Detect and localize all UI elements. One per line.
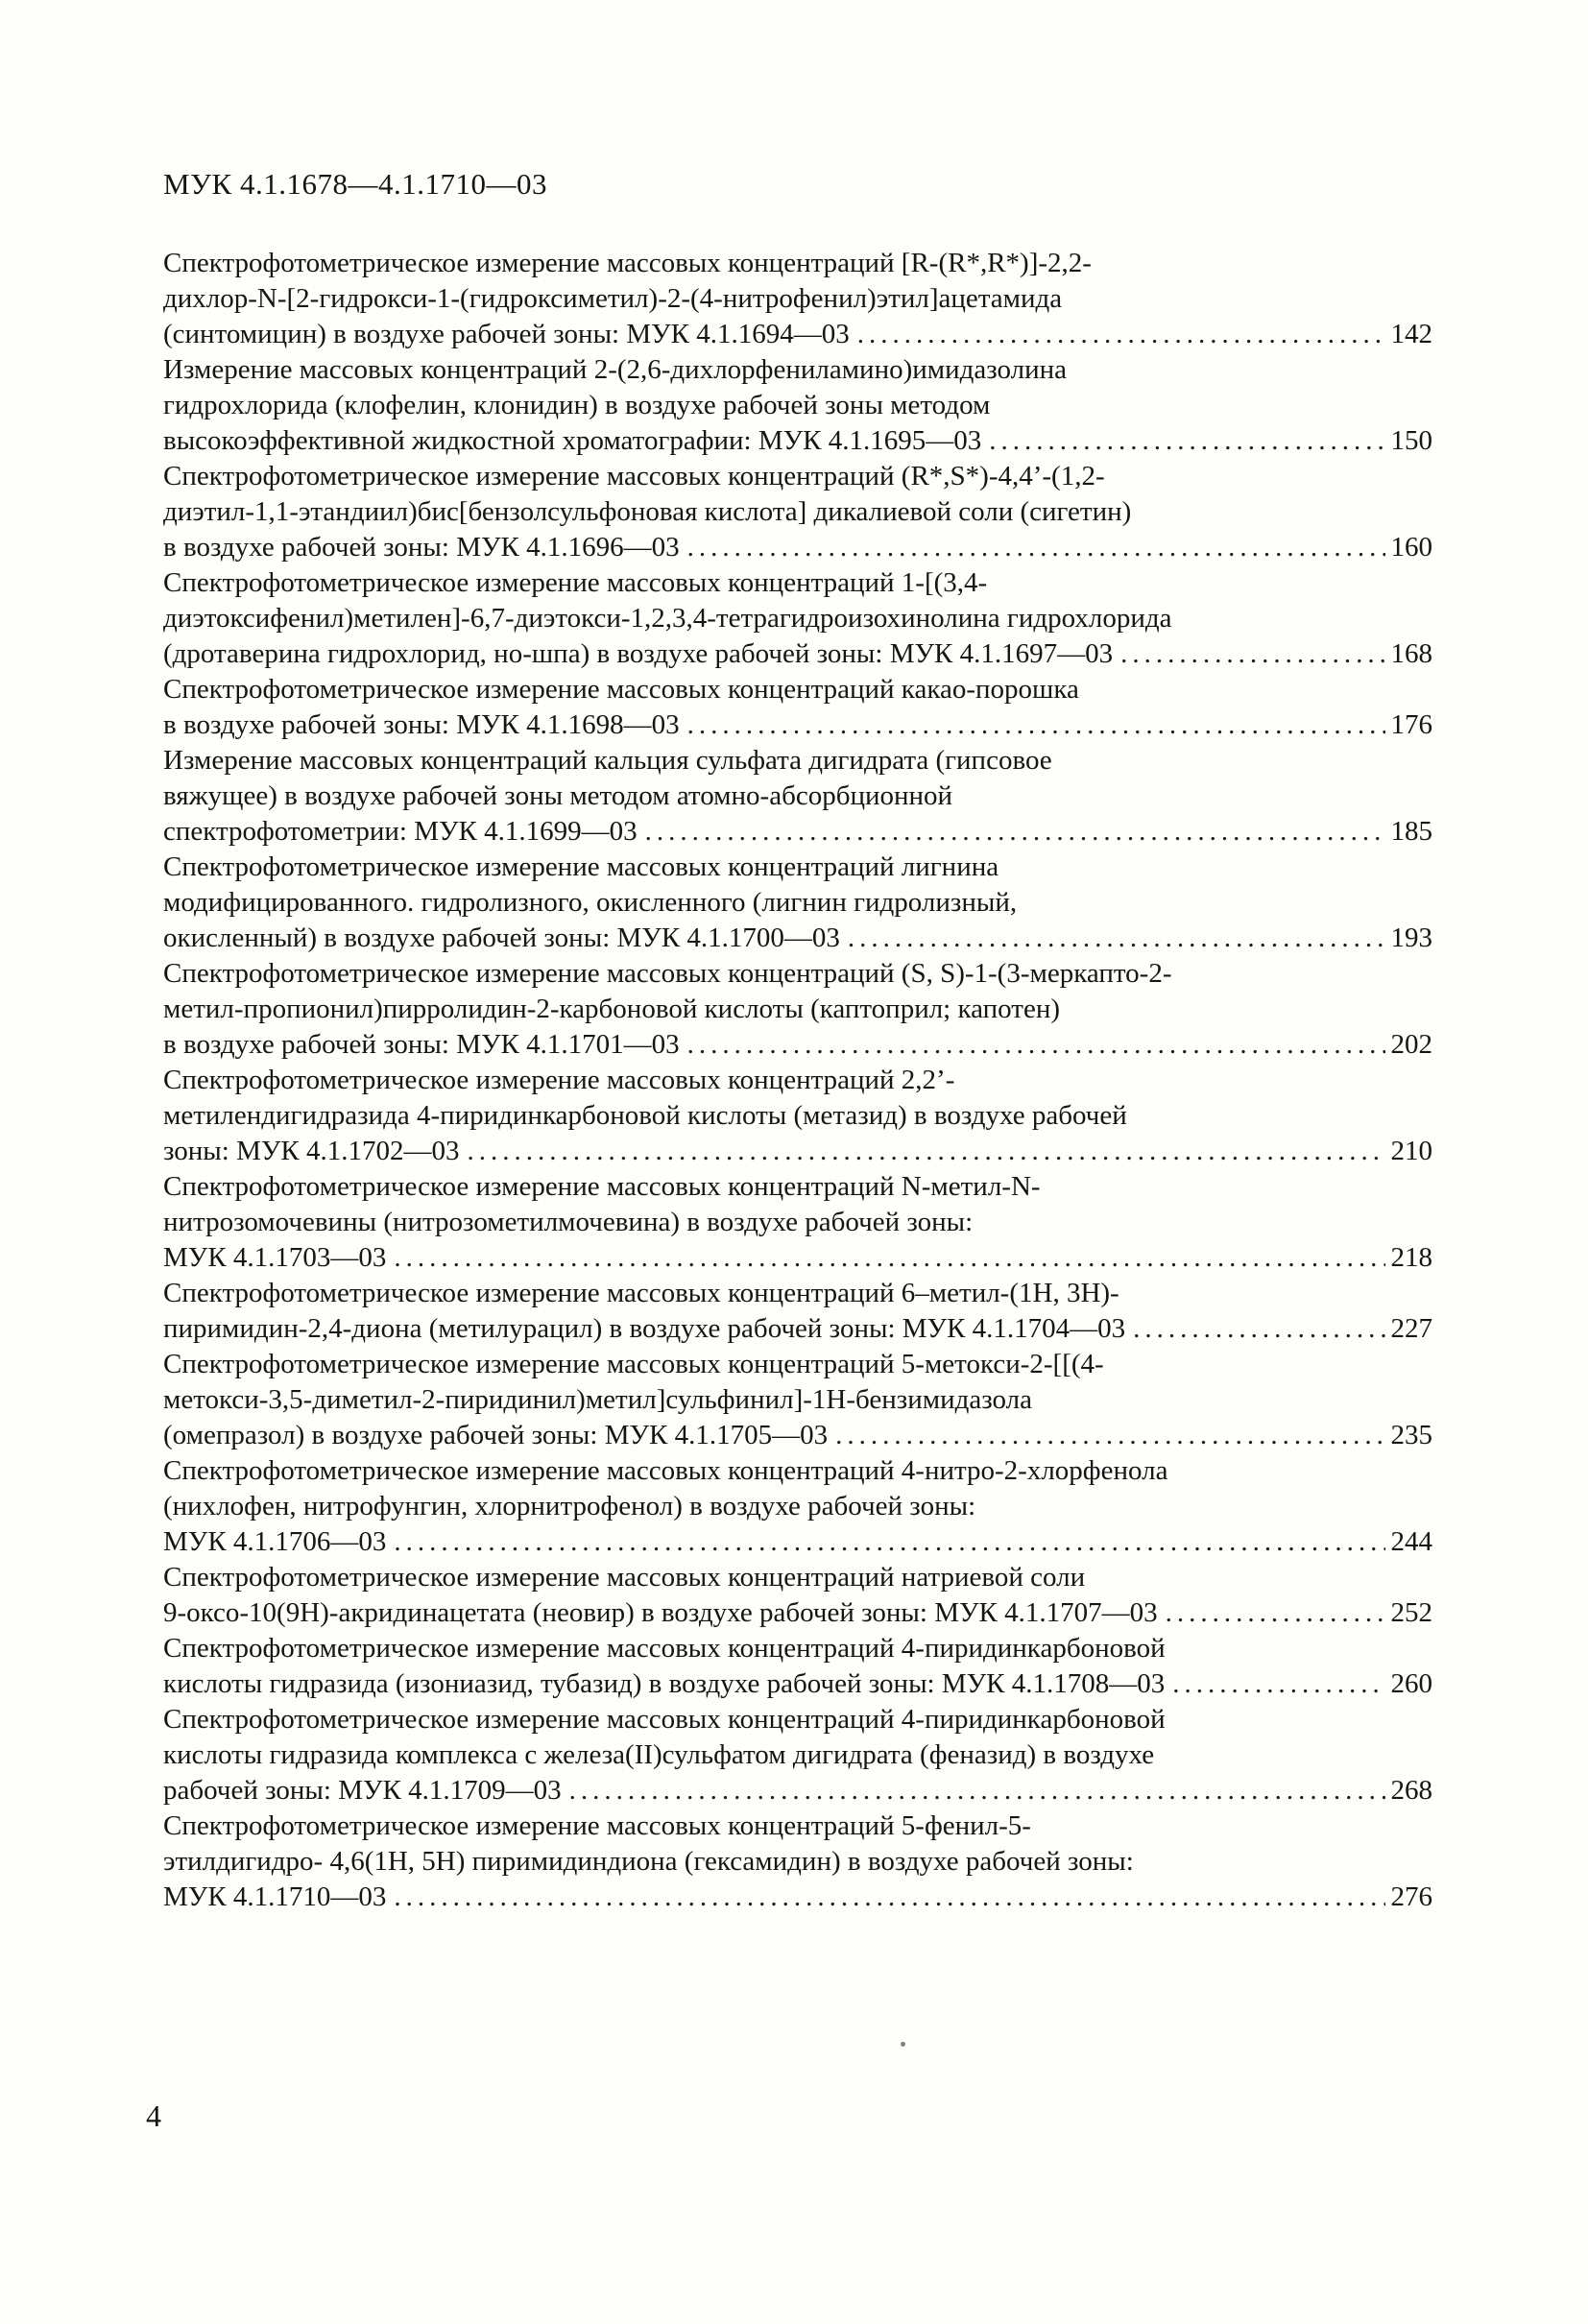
footer-page-number: 4 bbox=[146, 2098, 161, 2133]
toc-entry-title-line: нитрозомочевины (нитрозометилмочевина) в воздухе рабочей зоны: bbox=[163, 1207, 974, 1237]
toc-entry-title-end: 9-оксо-10(9H)-акридинацетата (неовир) в воздухе рабочей зоны: МУК 4.1.1707—03 bbox=[163, 1597, 1158, 1628]
toc-entry-title-line: Спектрофотометрическое измерение массовых концентраций натриевой соли bbox=[163, 1562, 1086, 1593]
toc-entry-page-number: 244 bbox=[1390, 1526, 1432, 1557]
toc-entry-last-line bbox=[163, 1027, 1432, 1063]
toc-entry bbox=[163, 1453, 1432, 1560]
toc-entry bbox=[163, 1560, 1432, 1631]
toc-entry-title-end: спектрофотометрии: МУК 4.1.1699—03 bbox=[163, 816, 638, 847]
toc-entry-page-number: 235 bbox=[1390, 1420, 1432, 1450]
toc-entry-last-line bbox=[163, 1311, 1432, 1347]
toc-entry-title-line: Спектрофотометрическое измерение массовых концентраций какао-порошка bbox=[163, 674, 1079, 705]
toc-entry-last-line bbox=[163, 1134, 1432, 1169]
toc-entry-title-end: в воздухе рабочей зоны: МУК 4.1.1701—03 bbox=[163, 1029, 680, 1060]
page-content bbox=[163, 165, 1432, 1915]
toc-entry-last-line bbox=[163, 317, 1432, 352]
toc-entry-page-number: 160 bbox=[1390, 532, 1432, 563]
toc-entry bbox=[163, 1169, 1432, 1276]
dot-leader bbox=[1172, 1666, 1384, 1702]
toc-entry-title-line: кислоты гидразида комплекса с железа(II)сульфатом дигидрата (феназид) в воздухе bbox=[163, 1739, 1155, 1770]
toc-entry-title-end: зоны: МУК 4.1.1702—03 bbox=[163, 1136, 460, 1166]
toc-entry-page-number: 142 bbox=[1390, 319, 1432, 349]
toc-entry-title-line: диэтил-1,1-этандиил)бис[бензолсульфоновая кислота] дикалиевой соли (сигетин) bbox=[163, 496, 1132, 527]
toc-entry-page-number: 260 bbox=[1390, 1668, 1432, 1699]
toc-entry-title-line: вяжущее) в воздухе рабочей зоны методом атомно-абсорбционной bbox=[163, 780, 953, 811]
toc-entry-last-line bbox=[163, 707, 1432, 743]
toc-entry-last-line bbox=[163, 1524, 1432, 1560]
toc-entry-title-line: Спектрофотометрическое измерение массовых концентраций лигнина bbox=[163, 851, 999, 882]
toc-entry-page-number: 210 bbox=[1390, 1136, 1432, 1166]
toc-entry-last-line bbox=[163, 1773, 1432, 1809]
toc-entry-title-end: в воздухе рабочей зоны: МУК 4.1.1698—03 bbox=[163, 709, 680, 740]
toc-entry-title-line: дихлор-N-[2-гидрокси-1-(гидроксиметил)-2-(4-нитрофенил)этил]ацетамида bbox=[163, 283, 1063, 314]
toc-entry-title-end: МУК 4.1.1706—03 bbox=[163, 1526, 387, 1557]
toc-entry bbox=[163, 1809, 1432, 1915]
toc-entry-page-number: 252 bbox=[1390, 1597, 1432, 1628]
dot-leader bbox=[1120, 636, 1384, 672]
toc-entry-title-line: Измерение массовых концентраций 2-(2,6-дихлорфениламино)имидазолина bbox=[163, 354, 1068, 385]
toc-entry-title-end: кислоты гидразида (изониазид, тубазид) в воздухе рабочей зоны: МУК 4.1.1708—03 bbox=[163, 1668, 1166, 1699]
toc-entry-page-number: 185 bbox=[1390, 816, 1432, 847]
toc-entry-title-end: (дротаверина гидрохлорид, но-шпа) в воздухе рабочей зоны: МУК 4.1.1697—03 bbox=[163, 638, 1114, 669]
toc-entry bbox=[163, 246, 1432, 352]
dot-leader bbox=[989, 423, 1384, 459]
toc-entry-last-line bbox=[163, 1880, 1432, 1915]
toc-entry-title-line: Спектрофотометрическое измерение массовых концентраций (S, S)-1-(3-меркапто-2- bbox=[163, 958, 1172, 989]
toc-entry-title-line: Спектрофотометрическое измерение массовых концентраций 1-[(3,4- bbox=[163, 567, 988, 598]
toc bbox=[163, 246, 1432, 1915]
dot-leader bbox=[1133, 1311, 1384, 1347]
toc-entry-last-line bbox=[163, 1595, 1432, 1631]
scan-speck bbox=[901, 2042, 905, 2047]
dot-leader bbox=[848, 921, 1385, 956]
toc-entry bbox=[163, 956, 1432, 1063]
toc-entry-title-line: метилендигидразида 4-пиридинкарбоновой кислоты (метазид) в воздухе рабочей bbox=[163, 1100, 1127, 1131]
toc-entry-title-line: Спектрофотометрическое измерение массовых концентраций [R-(R*,R*)]-2,2- bbox=[163, 248, 1092, 278]
toc-entry-last-line bbox=[163, 1240, 1432, 1276]
toc-entry-last-line bbox=[163, 921, 1432, 956]
toc-entry-last-line bbox=[163, 530, 1432, 565]
toc-entry-title-end: высокоэффективной жидкостной хроматографии: МУК 4.1.1695—03 bbox=[163, 425, 982, 456]
toc-entry bbox=[163, 1063, 1432, 1169]
toc-entry-page-number: 268 bbox=[1390, 1775, 1432, 1806]
toc-entry-title-end: (омепразол) в воздухе рабочей зоны: МУК 4.1.1705—03 bbox=[163, 1420, 829, 1450]
toc-entry-title-end: МУК 4.1.1703—03 bbox=[163, 1242, 387, 1273]
dot-leader bbox=[857, 317, 1385, 352]
toc-entry bbox=[163, 352, 1432, 459]
toc-entry-title-line: Спектрофотометрическое измерение массовых концентраций 2,2’- bbox=[163, 1065, 955, 1095]
dot-leader bbox=[394, 1880, 1384, 1915]
toc-entry-page-number: 202 bbox=[1390, 1029, 1432, 1060]
toc-entry-title-line: Спектрофотометрическое измерение массовых концентраций 4-пиридинкарбоновой bbox=[163, 1704, 1166, 1735]
toc-entry bbox=[163, 459, 1432, 565]
toc-entry-title-line: диэтоксифенил)метилен]-6,7-диэтокси-1,2,3,4-тетрагидроизохинолина гидрохлорида bbox=[163, 603, 1172, 634]
toc-entry-page-number: 276 bbox=[1390, 1881, 1432, 1912]
dot-leader bbox=[468, 1134, 1385, 1169]
toc-entry-title-line: Спектрофотометрическое измерение массовых концентраций 5-фенил-5- bbox=[163, 1810, 1031, 1841]
toc-entry-title-end: рабочей зоны: МУК 4.1.1709—03 bbox=[163, 1775, 562, 1806]
toc-entry-page-number: 227 bbox=[1390, 1313, 1432, 1344]
toc-entry-title-line: Спектрофотометрическое измерение массовых концентраций (R*,S*)-4,4’-(1,2- bbox=[163, 461, 1105, 491]
toc-entry-last-line bbox=[163, 814, 1432, 850]
dot-leader bbox=[687, 707, 1385, 743]
toc-entry-title-line: метокси-3,5-диметил-2-пиридинил)метил]сульфинил]-1H-бензимидазола bbox=[163, 1384, 1032, 1415]
toc-entry-page-number: 218 bbox=[1390, 1242, 1432, 1273]
toc-entry-title-line: (нихлофен, нитрофунгин, хлорнитрофенол) в воздухе рабочей зоны: bbox=[163, 1491, 976, 1521]
toc-entry bbox=[163, 1631, 1432, 1702]
toc-entry-last-line bbox=[163, 423, 1432, 459]
toc-entry bbox=[163, 565, 1432, 672]
toc-entry-page-number: 150 bbox=[1390, 425, 1432, 456]
toc-entry-title-line: Измерение массовых концентраций кальция сульфата дигидрата (гипсовое bbox=[163, 745, 1052, 776]
dot-leader bbox=[1166, 1595, 1385, 1631]
toc-entry-title-end: (синтомицин) в воздухе рабочей зоны: МУК 4.1.1694—03 bbox=[163, 319, 850, 349]
toc-entry bbox=[163, 743, 1432, 850]
toc-entry-title-end: в воздухе рабочей зоны: МУК 4.1.1696—03 bbox=[163, 532, 680, 563]
toc-entry-title-line: Спектрофотометрическое измерение массовых концентраций N-метил-N- bbox=[163, 1171, 1041, 1202]
toc-entry-title-line: гидрохлорида (клофелин, клонидин) в воздухе рабочей зоны методом bbox=[163, 390, 991, 420]
toc-entry-title-line: этилдигидро- 4,6(1H, 5H) пиримидиндиона (гексамидин) в воздухе рабочей зоны: bbox=[163, 1846, 1134, 1877]
toc-entry-title-line: Спектрофотометрическое измерение массовых концентраций 5-метокси-2-[[(4- bbox=[163, 1349, 1104, 1379]
dot-leader bbox=[835, 1418, 1384, 1453]
toc-entry bbox=[163, 850, 1432, 956]
toc-entry-page-number: 168 bbox=[1390, 638, 1432, 669]
dot-leader bbox=[569, 1773, 1385, 1809]
toc-entry-last-line bbox=[163, 1418, 1432, 1453]
toc-entry-title-end: МУК 4.1.1710—03 bbox=[163, 1881, 387, 1912]
toc-entry-last-line bbox=[163, 636, 1432, 672]
dot-leader bbox=[645, 814, 1385, 850]
toc-entry bbox=[163, 1702, 1432, 1809]
toc-entry-title-end: окисленный) в воздухе рабочей зоны: МУК 4.1.1700—03 bbox=[163, 922, 840, 953]
toc-entry-title-line: метил-пропионил)пирролидин-2-карбоновой кислоты (каптоприл; капотен) bbox=[163, 994, 1060, 1024]
dot-leader bbox=[687, 1027, 1385, 1063]
toc-entry-title-end: пиримидин-2,4-диона (метилурацил) в воздухе рабочей зоны: МУК 4.1.1704—03 bbox=[163, 1313, 1126, 1344]
toc-entry bbox=[163, 1276, 1432, 1347]
toc-entry-title-line: Спектрофотометрическое измерение массовых концентраций 4-пиридинкарбоновой bbox=[163, 1633, 1166, 1664]
toc-entry-page-number: 193 bbox=[1390, 922, 1432, 953]
toc-entry-title-line: Спектрофотометрическое измерение массовых концентраций 4-нитро-2-хлорфенола bbox=[163, 1455, 1168, 1486]
toc-entry-title-line: Спектрофотометрическое измерение массовых концентраций 6–метил-(1H, 3H)- bbox=[163, 1278, 1119, 1308]
toc-entry-page-number: 176 bbox=[1390, 709, 1432, 740]
dot-leader bbox=[394, 1240, 1384, 1276]
document-header: МУК 4.1.1678—4.1.1710—03 bbox=[163, 167, 547, 201]
toc-entry bbox=[163, 672, 1432, 743]
dot-leader bbox=[687, 530, 1385, 565]
toc-entry-title-line: модифицированного. гидролизного, окисленного (лигнин гидролизный, bbox=[163, 887, 1018, 918]
dot-leader bbox=[394, 1524, 1384, 1560]
toc-entry-last-line bbox=[163, 1666, 1432, 1702]
toc-entry bbox=[163, 1347, 1432, 1453]
